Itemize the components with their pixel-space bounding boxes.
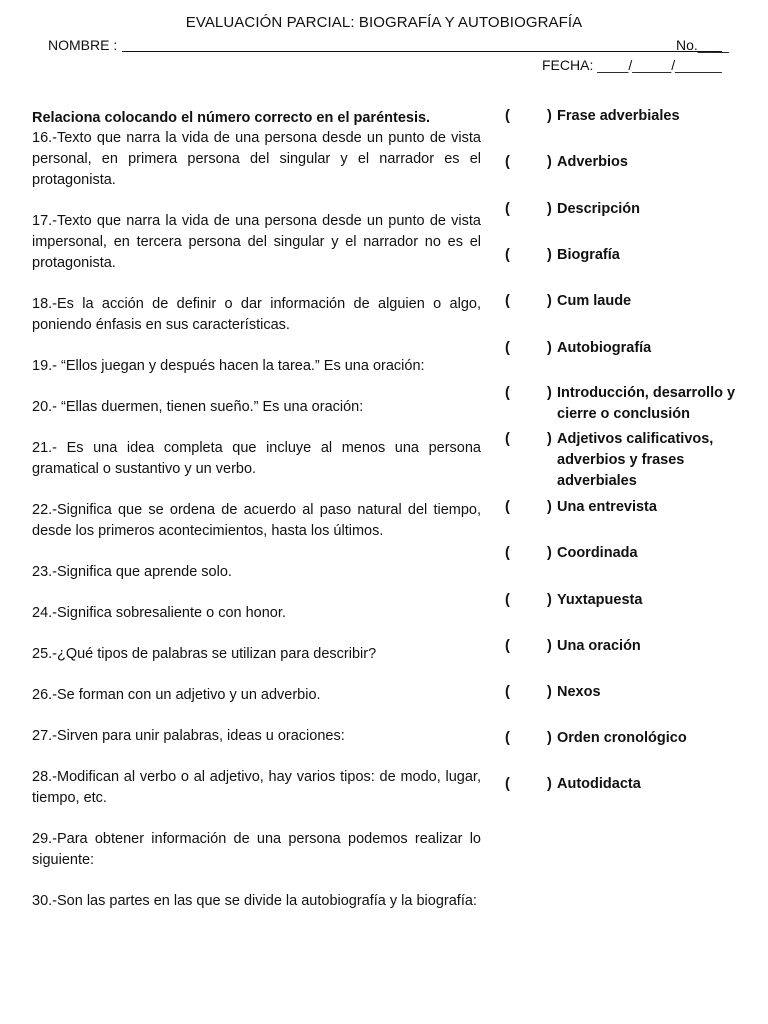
- question-27: 27.-Sirven para unir palabras, ideas u oraciones:: [32, 728, 345, 744]
- answer-paren-open[interactable]: (: [505, 154, 510, 170]
- answer-paren-open[interactable]: (: [505, 592, 510, 608]
- date-label: FECHA: ____/_____/______: [542, 57, 722, 73]
- question-23: 23.-Significa que aprende solo.: [32, 564, 232, 580]
- question-20: 20.- “Ellas duermen, tienen sueño.” Es una oración:: [32, 399, 364, 415]
- answer-paren-open[interactable]: (: [505, 638, 510, 654]
- question-22: 22.-Significa que se ordena de acuerdo al paso natural del tiempo, desde los primeros acontecimientos, hasta los últimos.: [32, 502, 481, 539]
- answer-paren-close: ): [547, 545, 552, 561]
- answer-paren-close: ): [547, 293, 552, 309]
- name-label: NOMBRE :: [48, 37, 118, 53]
- exam-title: EVALUACIÓN PARCIAL: BIOGRAFÍA Y AUTOBIOGRAFÍA: [185, 14, 583, 31]
- option-text: Autobiografía: [557, 340, 652, 356]
- answer-paren-close: ): [547, 247, 552, 263]
- answer-paren-close: ): [547, 431, 552, 447]
- question-30: 30.-Son las partes en las que se divide la autobiografía y la biografía:: [32, 893, 477, 909]
- name-row: [48, 37, 738, 55]
- option-text: Coordinada: [557, 545, 638, 561]
- answer-paren-close: ): [547, 638, 552, 654]
- answer-paren-open[interactable]: (: [505, 340, 510, 356]
- answer-paren-close: ): [547, 776, 552, 792]
- question-29: 29.-Para obtener información de una persona podemos realizar lo siguiente:: [32, 831, 481, 868]
- option-text: Cum laude: [557, 293, 632, 309]
- answer-paren-open[interactable]: (: [505, 431, 510, 447]
- question-19: 19.- “Ellos juegan y después hacen la tarea.” Es una oración:: [32, 358, 425, 374]
- answer-paren-close: ): [547, 201, 552, 217]
- answer-paren-close: ): [547, 154, 552, 170]
- answer-paren-open[interactable]: (: [505, 499, 510, 515]
- option-text: Nexos: [557, 684, 601, 700]
- answer-paren-close: ): [547, 385, 552, 401]
- question-24: 24.-Significa sobresaliente o con honor.: [32, 605, 286, 621]
- question-18: 18.-Es la acción de definir o dar información de alguien o algo, poniendo énfasis en sus características.: [32, 296, 481, 333]
- question-28: 28.-Modifican al verbo o al adjetivo, hay varios tipos: de modo, lugar, tiempo, etc.: [32, 769, 481, 806]
- answer-paren-open[interactable]: (: [505, 293, 510, 309]
- option-text: Yuxtapuesta: [557, 592, 643, 608]
- answer-paren-open[interactable]: (: [505, 108, 510, 124]
- answer-paren-open[interactable]: (: [505, 385, 510, 401]
- answer-paren-open[interactable]: (: [505, 684, 510, 700]
- answer-paren-close: ): [547, 499, 552, 515]
- option-text: Una entrevista: [557, 499, 657, 515]
- option-text: Frase adverbiales: [557, 108, 680, 124]
- answer-paren-open[interactable]: (: [505, 730, 510, 746]
- answer-paren-open[interactable]: (: [505, 776, 510, 792]
- number-label: No.____: [676, 37, 729, 53]
- question-17: 17.-Texto que narra la vida de una persona desde un punto de vista impersonal, en tercera persona del singular y el narrador no es el protagonista.: [32, 213, 481, 271]
- answer-paren-open[interactable]: (: [505, 201, 510, 217]
- option-text: Una oración: [557, 638, 641, 654]
- name-blank-line: [122, 51, 722, 52]
- option-text: Descripción: [557, 201, 640, 217]
- instructions: Relaciona colocando el número correcto en el paréntesis.: [32, 110, 431, 126]
- option-text: Autodidacta: [557, 776, 641, 792]
- answer-paren-open[interactable]: (: [505, 545, 510, 561]
- option-text: Adjetivos calificativos, adverbios y frases adverbiales: [557, 431, 714, 489]
- answer-paren-close: ): [547, 730, 552, 746]
- question-25: 25.-¿Qué tipos de palabras se utilizan para describir?: [32, 646, 377, 662]
- option-text: Adverbios: [557, 154, 628, 170]
- question-16: 16.-Texto que narra la vida de una persona desde un punto de vista personal, en primera persona del singular y el narrador es el protagonista.: [32, 130, 481, 188]
- answer-paren-close: ): [547, 340, 552, 356]
- answer-paren-open[interactable]: (: [505, 247, 510, 263]
- answer-paren-close: ): [547, 592, 552, 608]
- question-26: 26.-Se forman con un adjetivo y un adverbio.: [32, 687, 321, 703]
- option-text: Biografía: [557, 247, 620, 263]
- answer-paren-close: ): [547, 684, 552, 700]
- option-text: Introducción, desarrollo y cierre o conclusión: [557, 385, 736, 422]
- answer-paren-close: ): [547, 108, 552, 124]
- option-text: Orden cronológico: [557, 730, 687, 746]
- questions-column: [32, 108, 481, 932]
- question-21: 21.- Es una idea completa que incluye al menos una persona gramatical o sustantivo y un verbo.: [32, 440, 481, 477]
